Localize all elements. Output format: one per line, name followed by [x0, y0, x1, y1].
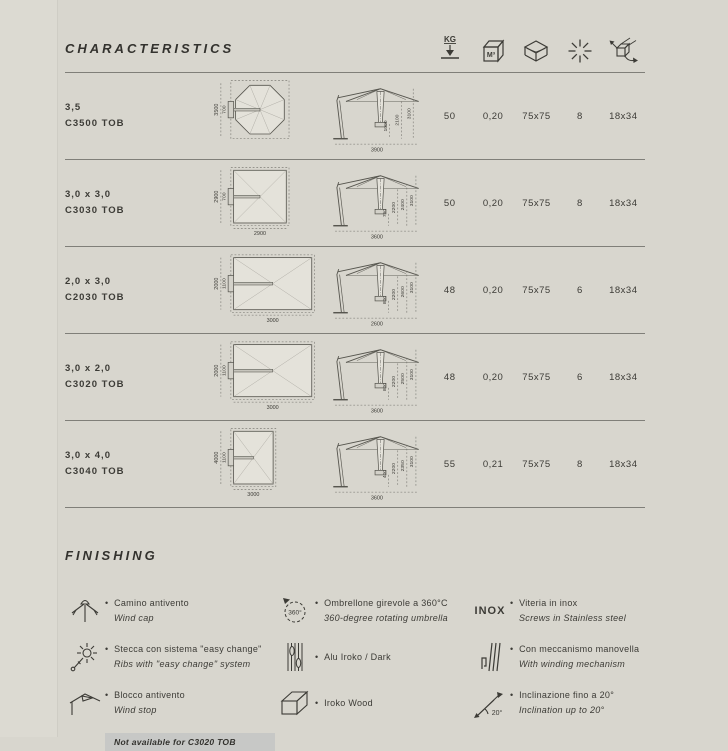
technical-drawings — [190, 160, 428, 246]
svg-text:360°: 360° — [288, 609, 302, 617]
svg-text:2000: 2000 — [214, 277, 221, 290]
finishing-label-it: • Blocco antivento — [105, 688, 185, 703]
finishing-item — [275, 685, 470, 721]
characteristics-header — [65, 34, 645, 73]
side-view-drawing — [326, 160, 428, 246]
finishing-label-it: • Stecca con sistema "easy change" — [105, 642, 262, 657]
svg-text:2500: 2500 — [400, 373, 407, 385]
finishing-label-en: Wind cap — [114, 613, 154, 623]
svg-text:2100: 2100 — [394, 114, 401, 126]
svg-text:2350: 2350 — [400, 460, 407, 472]
svg-text:800: 800 — [382, 295, 389, 305]
ribs-count-value: 8 — [576, 197, 583, 209]
technical-drawings — [190, 247, 428, 333]
svg-text:700: 700 — [221, 105, 228, 114]
rib-profile-value: 18x34 — [609, 110, 638, 122]
ribs-count-value: 6 — [576, 371, 583, 383]
finishing-label-en: 360-degree rotating umbrella — [324, 613, 448, 623]
svg-text:3500: 3500 — [214, 103, 221, 116]
weight-kg-icon — [428, 34, 471, 64]
finishing-item — [470, 593, 670, 629]
ribs-count-value: 8 — [576, 458, 583, 470]
pole-section-value: 75x75 — [522, 284, 551, 296]
svg-text:3600: 3600 — [371, 234, 384, 241]
easy-change-ribs-icon — [65, 641, 105, 673]
top-view-drawing — [190, 73, 326, 159]
wind-cap-icon — [65, 596, 105, 626]
svg-text:750: 750 — [382, 208, 389, 218]
table-row — [65, 73, 645, 160]
availability-note: Not available for C3020 TOB — [105, 733, 275, 751]
finishing-label-en: With winding mechanism — [519, 659, 626, 669]
finishing-item — [275, 593, 470, 629]
technical-drawings — [190, 73, 428, 159]
svg-text:3100: 3100 — [406, 108, 413, 120]
rib-profile-value: 18x34 — [609, 284, 638, 296]
model-size: 3,5 — [65, 101, 82, 113]
pole-section-value: 75x75 — [522, 110, 551, 122]
svg-text:3100: 3100 — [409, 456, 416, 468]
svg-text:400: 400 — [382, 469, 389, 479]
svg-text:3600: 3600 — [371, 408, 384, 415]
side-view-drawing — [326, 421, 428, 507]
characteristics-title: CHARACTERISTICS — [65, 40, 235, 56]
finishing-label-it: • Alu Iroko / Dark — [315, 650, 391, 665]
model-size: 3,0 x 2,0 — [65, 362, 111, 374]
finishing-label-en: Wind stop — [114, 705, 157, 715]
table-row — [65, 421, 645, 508]
model-code: C3040 TOB — [65, 466, 125, 477]
wind-stop-icon — [65, 688, 105, 718]
model-size: 3,0 x 4,0 — [65, 449, 111, 461]
pole-section-value: 75x75 — [522, 371, 551, 383]
svg-text:3100: 3100 — [409, 369, 416, 381]
svg-text:3000: 3000 — [247, 492, 260, 499]
finishing-label-en: Ribs with "easy change" system — [114, 659, 251, 669]
ribs-count-icon — [558, 38, 601, 64]
svg-text:1100: 1100 — [221, 452, 228, 464]
volume-value: 0,21 — [482, 458, 504, 470]
volume-value: 0,20 — [482, 371, 504, 383]
rib-profile-value: 18x34 — [609, 197, 638, 209]
finishing-item — [65, 593, 275, 629]
svg-text:800: 800 — [382, 382, 389, 392]
finishing-label-it: • Viteria in inox — [510, 596, 626, 611]
finishing-item — [65, 639, 275, 675]
svg-text:2900: 2900 — [253, 231, 267, 238]
svg-text:2900: 2900 — [214, 190, 221, 203]
svg-text:20°: 20° — [491, 710, 503, 717]
svg-text:3100: 3100 — [409, 195, 416, 207]
svg-text:3100: 3100 — [409, 282, 416, 294]
svg-text:2400: 2400 — [400, 199, 407, 211]
wood-block-icon — [275, 688, 315, 718]
svg-text:2600: 2600 — [400, 286, 407, 298]
svg-text:3000: 3000 — [266, 404, 279, 411]
ribs-count-value: 6 — [576, 284, 583, 296]
svg-text:2200: 2200 — [391, 375, 398, 388]
pole-section-value: 75x75 — [522, 458, 551, 470]
top-view-drawing — [190, 160, 326, 246]
inox-label-icon: INOX — [474, 605, 506, 617]
volume-value: 0,20 — [482, 284, 504, 296]
side-view-drawing — [326, 73, 428, 159]
svg-text:1100: 1100 — [221, 365, 228, 377]
model-code: C2030 TOB — [65, 292, 125, 303]
finishing-grid — [65, 593, 645, 751]
finishing-section — [65, 548, 645, 751]
wood-grain-icon — [275, 641, 315, 673]
weight-value: 48 — [443, 371, 456, 383]
finishing-label-en: Screws in Stainless steel — [519, 613, 627, 623]
svg-text:2200: 2200 — [391, 288, 398, 301]
svg-text:1100: 1100 — [221, 278, 228, 290]
svg-text:3900: 3900 — [371, 147, 384, 154]
weight-value: 55 — [443, 458, 456, 470]
model-size: 2,0 x 3,0 — [65, 275, 111, 287]
finishing-item — [65, 685, 275, 721]
finishing-item — [470, 685, 670, 721]
ribs-count-value: 8 — [576, 110, 583, 122]
rib-profile-value: 18x34 — [609, 458, 638, 470]
svg-text:2000: 2000 — [214, 364, 221, 377]
side-view-drawing — [326, 334, 428, 420]
weight-value: 50 — [443, 110, 456, 122]
finishing-item — [470, 639, 670, 675]
model-code: C3500 TOB — [65, 118, 125, 129]
finishing-label-it: • Iroko Wood — [315, 696, 373, 711]
winding-mechanism-icon — [470, 641, 510, 673]
finishing-label-it: • Inclinazione fino a 20° — [510, 688, 614, 703]
finishing-item — [275, 639, 470, 675]
volume-value: 0,20 — [482, 197, 504, 209]
model-size: 3,0 x 3,0 — [65, 188, 111, 200]
svg-text:1000: 1000 — [383, 120, 390, 132]
svg-text:3000: 3000 — [266, 317, 279, 324]
top-view-drawing — [190, 334, 326, 420]
svg-text:KG: KG — [443, 35, 456, 44]
finishing-label-it: • Camino antivento — [105, 596, 189, 611]
table-row — [65, 160, 645, 247]
svg-text:2200: 2200 — [391, 462, 398, 475]
rib-profile-value: 18x34 — [609, 371, 638, 383]
side-view-drawing — [326, 247, 428, 333]
finishing-label-en: Inclination up to 20° — [519, 705, 605, 715]
finishing-label-it: • Ombrellone girevole a 360°C — [315, 596, 448, 611]
rib-profile-icon — [602, 37, 645, 64]
page-left-margin-strip — [0, 0, 58, 737]
svg-text:3600: 3600 — [371, 495, 384, 502]
top-view-drawing — [190, 247, 326, 333]
page-content — [65, 0, 645, 751]
weight-value: 48 — [443, 284, 456, 296]
table-row — [65, 247, 645, 334]
technical-drawings — [190, 421, 428, 507]
svg-text:4000: 4000 — [214, 451, 221, 464]
model-code: C3020 TOB — [65, 379, 125, 390]
volume-value: 0,20 — [482, 110, 504, 122]
weight-value: 50 — [443, 197, 456, 209]
pole-section-value: 75x75 — [522, 197, 551, 209]
svg-text:2200: 2200 — [391, 201, 398, 214]
model-code: C3030 TOB — [65, 205, 125, 216]
volume-cube-icon — [471, 38, 514, 64]
tilt-20-icon — [470, 687, 510, 719]
pole-section-icon — [515, 39, 558, 64]
svg-text:700: 700 — [221, 192, 228, 201]
finishing-label-it: • Con meccanismo manovella — [510, 642, 639, 657]
finishing-title: FINISHING — [65, 548, 158, 563]
table-row — [65, 334, 645, 421]
svg-text:2600: 2600 — [371, 321, 384, 328]
svg-text:M³: M³ — [486, 52, 495, 59]
technical-drawings — [190, 334, 428, 420]
rotate-360-icon — [275, 595, 315, 627]
top-view-drawing — [190, 421, 326, 507]
